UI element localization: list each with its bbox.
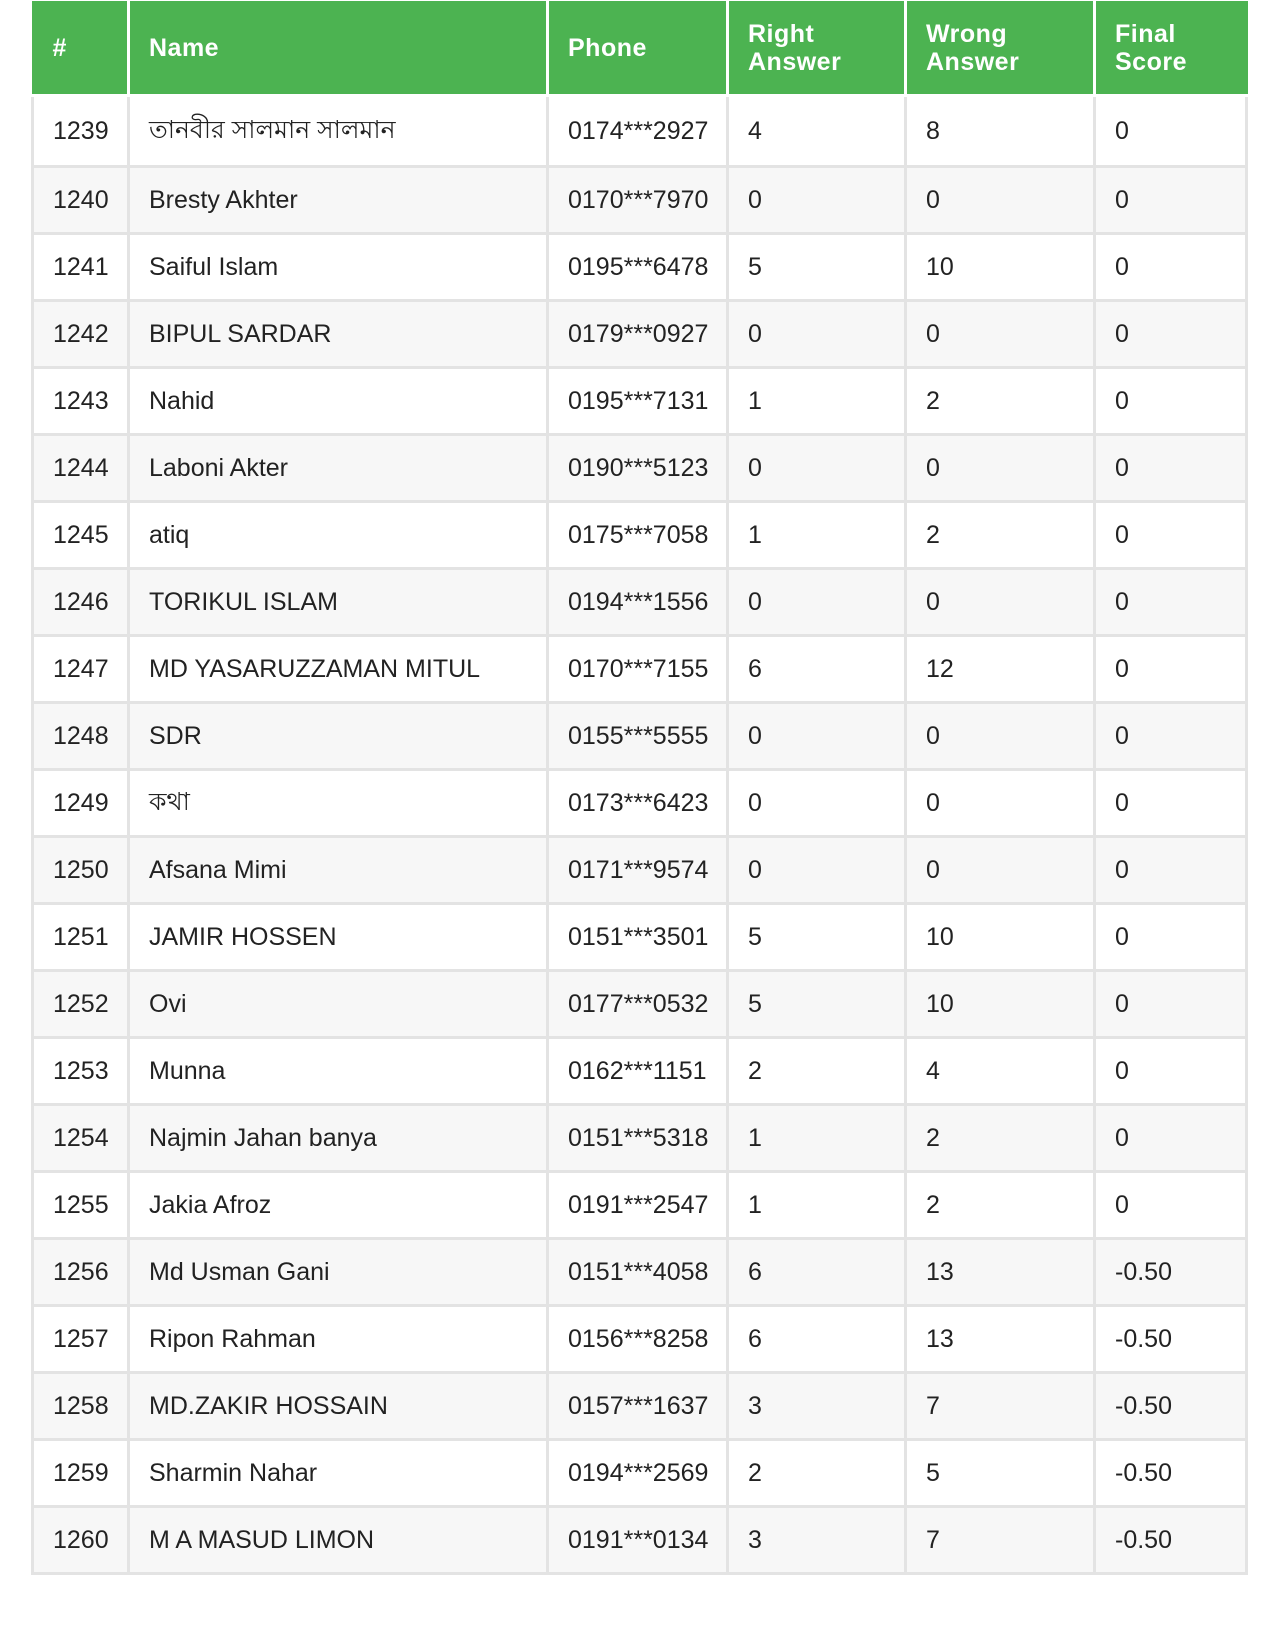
cell-phone: 0195***6478 [548,234,728,301]
table-row [33,837,1247,904]
cell-final-score: 0 [1095,167,1247,234]
cell-final-score: 0 [1095,837,1247,904]
cell-phone: 0157***1637 [548,1373,728,1440]
table-row [33,1507,1247,1574]
cell-wrong-answer: 7 [906,1507,1095,1574]
table-row [33,569,1247,636]
cell-name: Saiful Islam [129,234,548,301]
cell-phone: 0195***7131 [548,368,728,435]
cell-name: atiq [129,502,548,569]
cell-phone: 0174***2927 [548,96,728,167]
cell-number: 1246 [33,569,129,636]
cell-right-answer: 4 [728,96,906,167]
table-row [33,1172,1247,1239]
cell-phone: 0194***1556 [548,569,728,636]
table-row [33,96,1247,167]
header-wrong-answer-label: Wrong Answer [926,19,1020,76]
cell-right-answer: 0 [728,435,906,502]
cell-number: 1252 [33,971,129,1038]
cell-right-answer: 6 [728,1306,906,1373]
cell-name: Ripon Rahman [129,1306,548,1373]
cell-phone: 0191***0134 [548,1507,728,1574]
header-name: Name [129,1,548,96]
table-row [33,234,1247,301]
table-row [33,770,1247,837]
cell-right-answer: 2 [728,1038,906,1105]
cell-wrong-answer: 0 [906,167,1095,234]
cell-number: 1240 [33,167,129,234]
cell-number: 1254 [33,1105,129,1172]
cell-name: Nahid [129,368,548,435]
cell-name: JAMIR HOSSEN [129,904,548,971]
cell-wrong-answer: 2 [906,1105,1095,1172]
cell-final-score: 0 [1095,435,1247,502]
cell-final-score: 0 [1095,971,1247,1038]
table-body [33,96,1247,1574]
cell-wrong-answer: 5 [906,1440,1095,1507]
cell-right-answer: 0 [728,301,906,368]
cell-wrong-answer: 0 [906,703,1095,770]
cell-final-score: 0 [1095,703,1247,770]
header-final-score [1095,1,1247,96]
table-row [33,167,1247,234]
cell-phone: 0191***2547 [548,1172,728,1239]
cell-wrong-answer: 10 [906,234,1095,301]
cell-final-score: -0.50 [1095,1507,1247,1574]
cell-wrong-answer: 13 [906,1239,1095,1306]
cell-phone: 0175***7058 [548,502,728,569]
cell-phone: 0179***0927 [548,301,728,368]
results-table-container [31,1,1245,1575]
cell-wrong-answer: 10 [906,904,1095,971]
cell-name: BIPUL SARDAR [129,301,548,368]
cell-phone: 0171***9574 [548,837,728,904]
cell-number: 1247 [33,636,129,703]
cell-right-answer: 0 [728,167,906,234]
table-row [33,636,1247,703]
cell-name: Afsana Mimi [129,837,548,904]
cell-number: 1248 [33,703,129,770]
cell-number: 1259 [33,1440,129,1507]
cell-right-answer: 5 [728,904,906,971]
cell-number: 1249 [33,770,129,837]
cell-phone: 0151***5318 [548,1105,728,1172]
cell-final-score: 0 [1095,636,1247,703]
cell-right-answer: 1 [728,1105,906,1172]
cell-phone: 0170***7155 [548,636,728,703]
cell-phone: 0177***0532 [548,971,728,1038]
table-row [33,703,1247,770]
cell-phone: 0194***2569 [548,1440,728,1507]
table-row [33,904,1247,971]
table-row [33,1239,1247,1306]
cell-wrong-answer: 7 [906,1373,1095,1440]
cell-wrong-answer: 10 [906,971,1095,1038]
cell-right-answer: 3 [728,1507,906,1574]
cell-final-score: 0 [1095,569,1247,636]
cell-phone: 0190***5123 [548,435,728,502]
cell-right-answer: 0 [728,703,906,770]
cell-right-answer: 0 [728,770,906,837]
cell-wrong-answer: 0 [906,837,1095,904]
header-phone: Phone [548,1,728,96]
cell-right-answer: 5 [728,234,906,301]
cell-final-score: -0.50 [1095,1373,1247,1440]
table-row [33,1440,1247,1507]
cell-phone: 0151***3501 [548,904,728,971]
cell-number: 1244 [33,435,129,502]
cell-name: Munna [129,1038,548,1105]
table-row [33,368,1247,435]
cell-right-answer: 1 [728,368,906,435]
table-row [33,1105,1247,1172]
table-row [33,1038,1247,1105]
cell-wrong-answer: 8 [906,96,1095,167]
header-number: # [33,1,129,96]
cell-phone: 0151***4058 [548,1239,728,1306]
cell-number: 1257 [33,1306,129,1373]
header-right-answer [728,1,906,96]
cell-final-score: 0 [1095,1038,1247,1105]
cell-number: 1242 [33,301,129,368]
cell-name: Laboni Akter [129,435,548,502]
cell-number: 1250 [33,837,129,904]
cell-number: 1260 [33,1507,129,1574]
table-row [33,971,1247,1038]
cell-number: 1245 [33,502,129,569]
table-row [33,1373,1247,1440]
cell-final-score: 0 [1095,502,1247,569]
cell-right-answer: 6 [728,636,906,703]
cell-final-score: 0 [1095,368,1247,435]
cell-phone: 0155***5555 [548,703,728,770]
cell-phone: 0170***7970 [548,167,728,234]
cell-number: 1239 [33,96,129,167]
header-wrong-answer [906,1,1095,96]
cell-final-score: 0 [1095,770,1247,837]
table-header [33,1,1247,96]
cell-number: 1243 [33,368,129,435]
cell-final-score: -0.50 [1095,1306,1247,1373]
cell-name: M A MASUD LIMON [129,1507,548,1574]
cell-right-answer: 5 [728,971,906,1038]
cell-wrong-answer: 13 [906,1306,1095,1373]
cell-name: SDR [129,703,548,770]
cell-wrong-answer: 0 [906,770,1095,837]
cell-final-score: 0 [1095,96,1247,167]
cell-final-score: 0 [1095,1105,1247,1172]
cell-right-answer: 1 [728,502,906,569]
header-right-answer-label: Right Answer [748,19,842,76]
cell-right-answer: 2 [728,1440,906,1507]
cell-number: 1253 [33,1038,129,1105]
cell-final-score: 0 [1095,234,1247,301]
cell-phone: 0156***8258 [548,1306,728,1373]
cell-final-score: -0.50 [1095,1239,1247,1306]
results-table [31,1,1248,1575]
cell-wrong-answer: 2 [906,1172,1095,1239]
table-row [33,502,1247,569]
cell-right-answer: 3 [728,1373,906,1440]
header-row [33,1,1247,96]
table-row [33,1306,1247,1373]
cell-final-score: -0.50 [1095,1440,1247,1507]
cell-number: 1258 [33,1373,129,1440]
cell-wrong-answer: 12 [906,636,1095,703]
cell-wrong-answer: 2 [906,368,1095,435]
cell-wrong-answer: 4 [906,1038,1095,1105]
cell-name: MD YASARUZZAMAN MITUL [129,636,548,703]
cell-name: Sharmin Nahar [129,1440,548,1507]
cell-name: Ovi [129,971,548,1038]
cell-wrong-answer: 0 [906,435,1095,502]
cell-wrong-answer: 2 [906,502,1095,569]
cell-wrong-answer: 0 [906,569,1095,636]
header-final-score-label: Final Score [1115,19,1187,76]
cell-wrong-answer: 0 [906,301,1095,368]
cell-name: কথা [129,770,548,837]
cell-final-score: 0 [1095,1172,1247,1239]
cell-number: 1251 [33,904,129,971]
cell-phone: 0173***6423 [548,770,728,837]
cell-name: Bresty Akhter [129,167,548,234]
cell-final-score: 0 [1095,301,1247,368]
cell-number: 1241 [33,234,129,301]
cell-name: MD.ZAKIR HOSSAIN [129,1373,548,1440]
cell-name: Najmin Jahan banya [129,1105,548,1172]
cell-number: 1256 [33,1239,129,1306]
cell-final-score: 0 [1095,904,1247,971]
cell-name: TORIKUL ISLAM [129,569,548,636]
cell-phone: 0162***1151 [548,1038,728,1105]
cell-name: Md Usman Gani [129,1239,548,1306]
cell-name: Jakia Afroz [129,1172,548,1239]
cell-right-answer: 0 [728,837,906,904]
cell-name: তানবীর সালমান সালমান [129,96,548,167]
table-row [33,435,1247,502]
cell-right-answer: 1 [728,1172,906,1239]
cell-right-answer: 0 [728,569,906,636]
cell-number: 1255 [33,1172,129,1239]
cell-right-answer: 6 [728,1239,906,1306]
table-row [33,301,1247,368]
